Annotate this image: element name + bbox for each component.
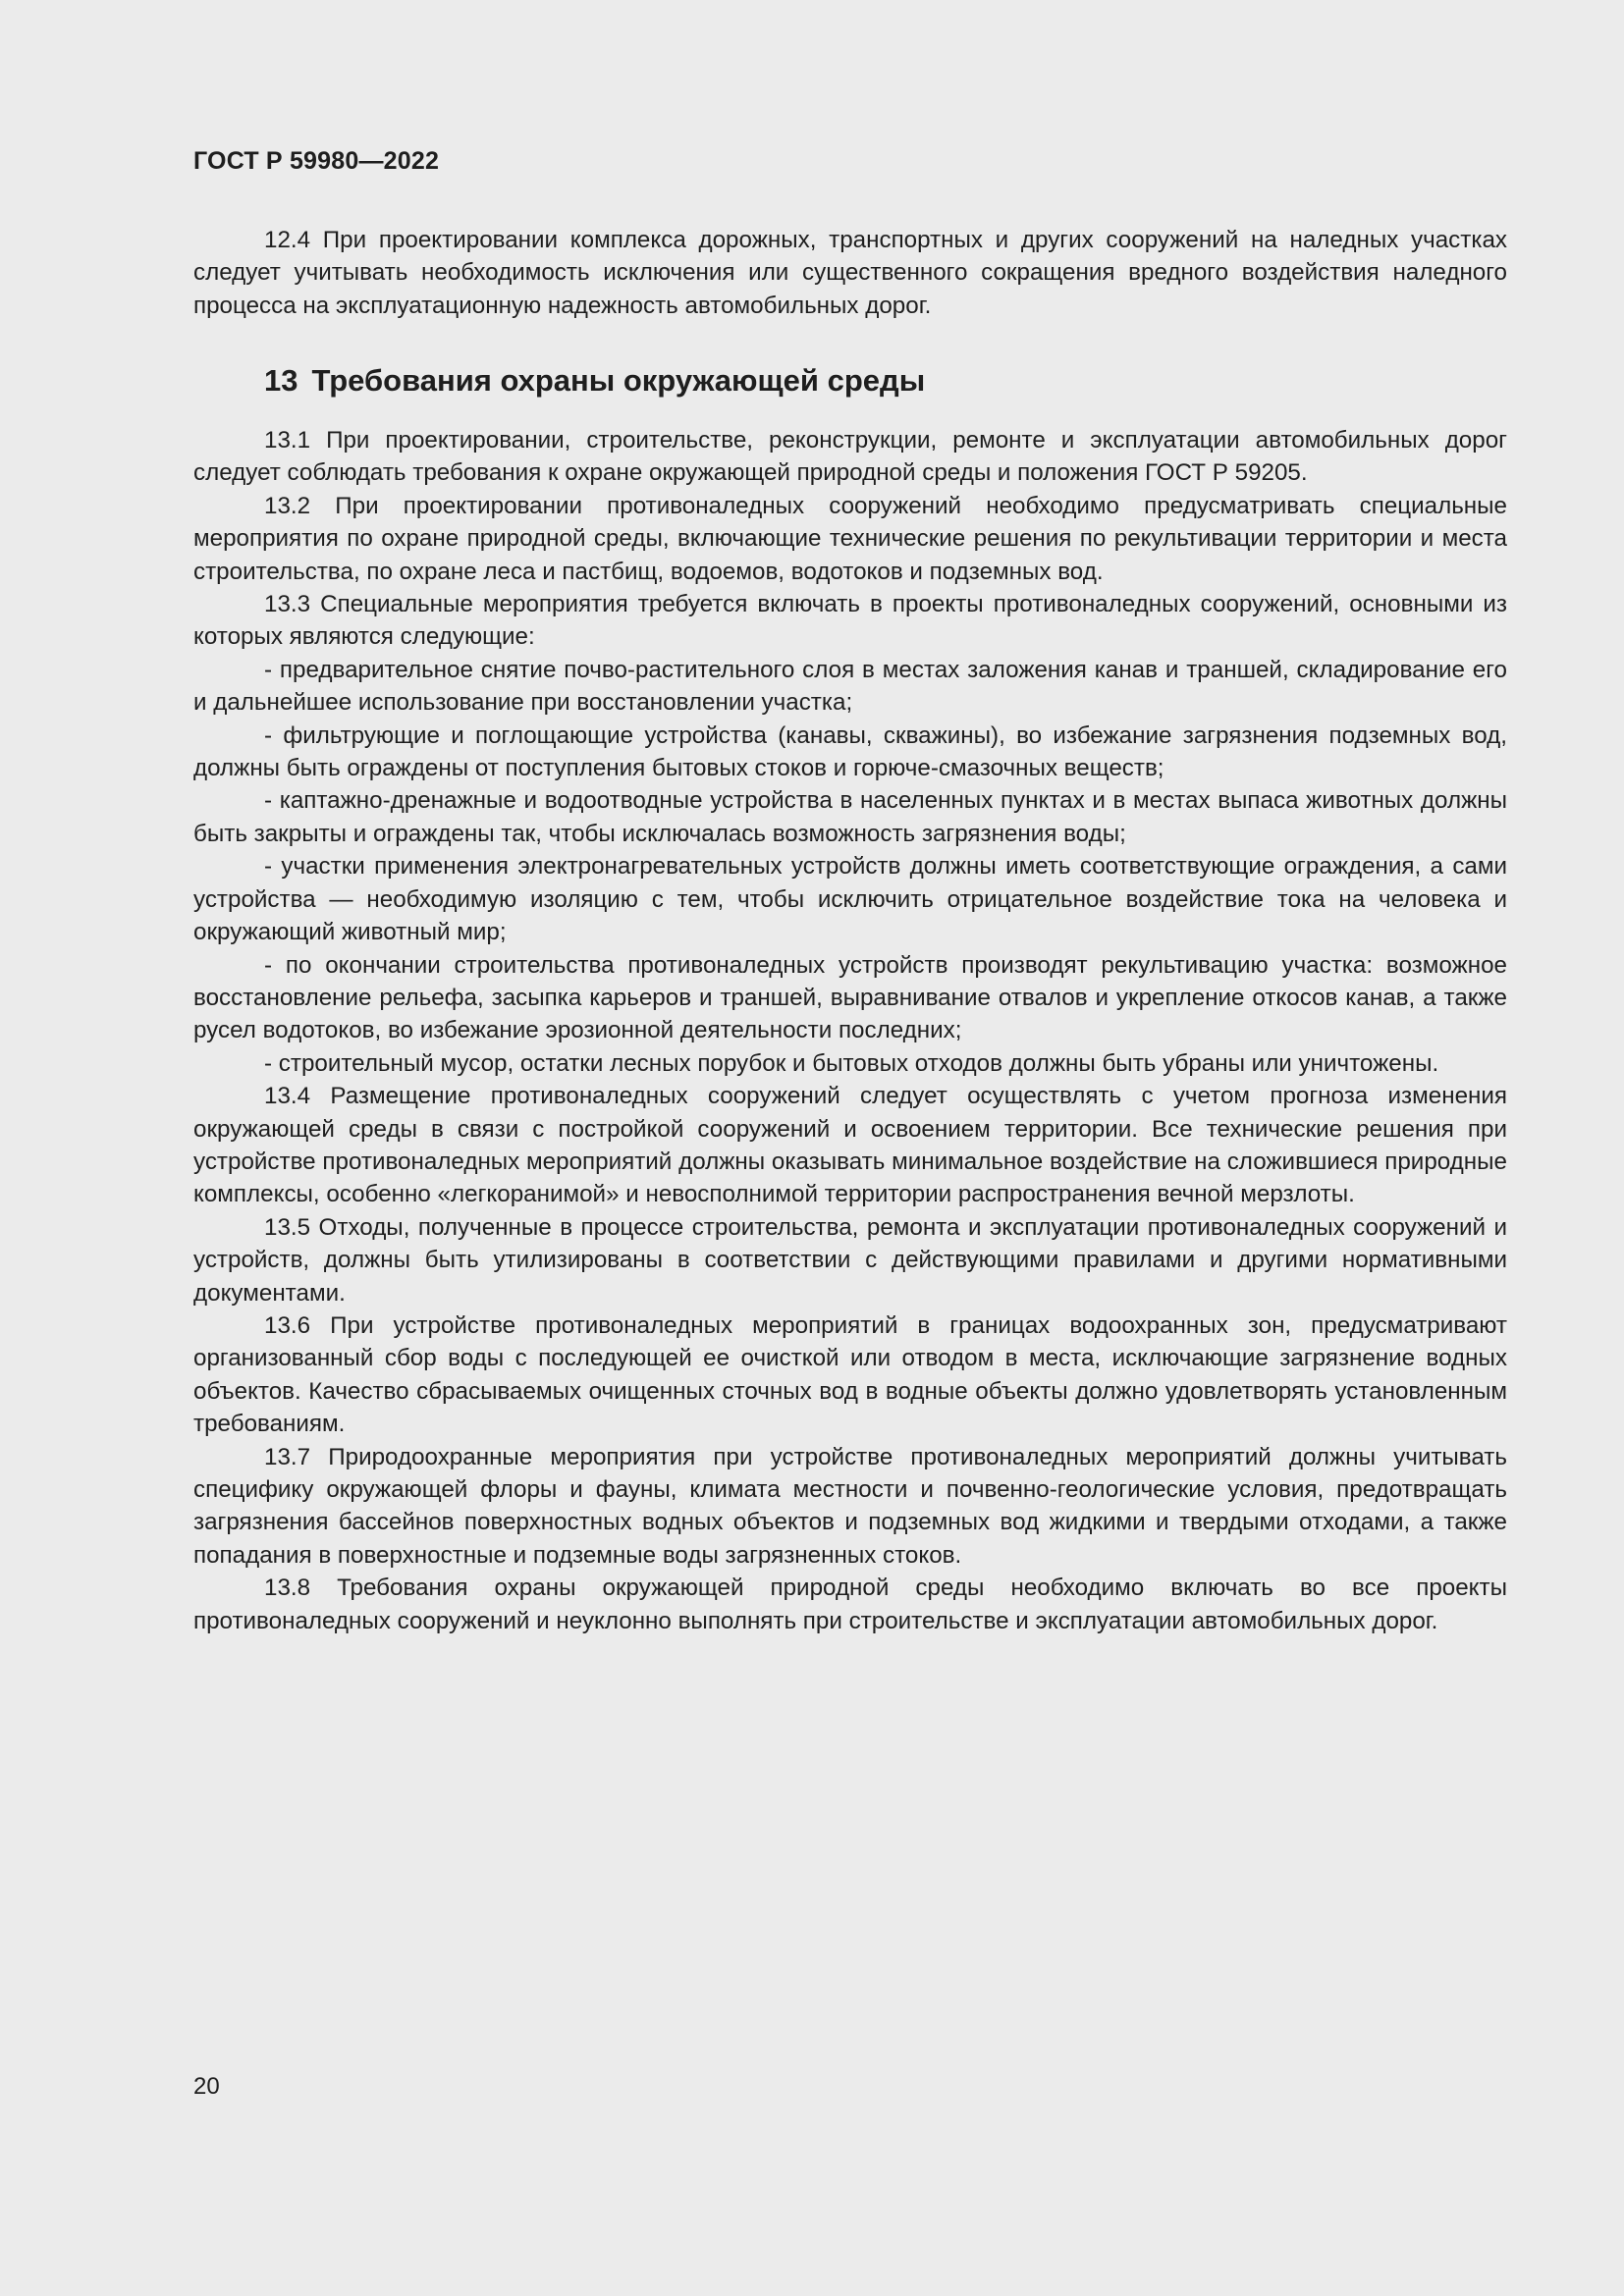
paragraph-13-3: 13.3 Специальные мероприятия требуется включать в проекты противоналедных сооружений, основными из которых являются следующие:: [193, 591, 1507, 651]
paragraph-13-6: 13.6 При устройстве противоналедных мероприятий в границах водоохранных зон, предусматривают организованный сбор воды с последующей ее очисткой или отводом в места, исключающие загрязнение водных объектов. Качество сбрасываемых очищенных сточных вод в водные объекты должно удовлетворять установленным требованиям.: [193, 1311, 1507, 1438]
paragraph-13-8: 13.8 Требования охраны окружающей природной среды необходимо включать во все проекты противоналедных сооружений и неуклонно выполнять при строительстве и эксплуатации автомобильных дорог.: [193, 1575, 1507, 1634]
list-item-recultivation: - по окончании строительства противоналедных устройств производят рекультивацию участка: возможное восстановление рельефа, засыпка карьеров и траншей, выравнивание отвалов и укрепление откосов канав, а также русел водотоков, во избежание эрозионной деятельности последних;: [193, 951, 1507, 1044]
list-item-construction-waste: - строительный мусор, остатки лесных порубок и бытовых отходов должны быть убраны или уничтожены.: [264, 1049, 1439, 1077]
list-item-drainage-devices: - каптажно-дренажные и водоотводные устройства в населенных пунктах и в местах выпаса животных должны быть закрыты и ограждены так, чтобы исключалась возможность загрязнения воды;: [193, 787, 1507, 847]
list-item-filter-devices: - фильтрующие и поглощающие устройства (канавы, скважины), во избежание загрязнения подземных вод, должны быть ограждены от поступления бытовых стоков и горюче-смазочных веществ;: [193, 721, 1507, 782]
paragraph-13-2: 13.2 При проектировании противоналедных сооружений необходимо предусматривать специальные мероприятия по охране природной среды, включающие технические решения по рекультивации территории и места строительства, по охране леса и пастбищ, водоемов, водотоков и подземных вод.: [193, 492, 1507, 585]
paragraph-13-1: 13.1 При проектировании, строительстве, реконструкции, ремонте и эксплуатации автомобильных дорог следует соблюдать требования к охране окружающей природной среды и положения ГОСТ Р 59205.: [193, 427, 1507, 487]
page-number: 20: [193, 2073, 220, 2100]
paragraph-12-4: 12.4 При проектировании комплекса дорожных, транспортных и других сооружений на наледных участках следует учитывать необходимость исключения или существенного сокращения вредного воздействия наледного процесса на эксплуатационную надежность автомобильных дорог.: [193, 227, 1507, 319]
clause-12-4: [193, 224, 1507, 322]
list-item-soil-removal: - предварительное снятие почво-растительного слоя в местах заложения канав и траншей, складирование его и дальнейшее использование при восстановлении участка;: [193, 656, 1507, 717]
section-13-body: [193, 424, 1507, 1637]
document-header: ГОСТ Р 59980—2022: [193, 147, 440, 175]
paragraph-13-4: 13.4 Размещение противоналедных сооружений следует осуществлять с учетом прогноза изменения окружающей среды в связи с постройкой сооружений и освоением территории. Все технические решения при устройстве противоналедных мероприятий должны оказывать минимальное воздействие на сложившиеся природные комплексы, особенно «легкоранимой» и невосполнимой территории распространения вечной мерзлоты.: [193, 1083, 1507, 1208]
section-title: [264, 363, 925, 399]
section-number: 13: [264, 363, 298, 398]
paragraph-13-7: 13.7 Природоохранные мероприятия при устройстве противоналедных мероприятий должны учитывать специфику окружающей флоры и фауны, климата местности и почвенно-геологические условия, предотвращать загрязнения бассейнов поверхностных водных объектов и подземных вод жидкими и твердыми отходами, а также попадания в поверхностные и подземные воды загрязненных стоков.: [193, 1443, 1507, 1569]
list-item-electric-heating: - участки применения электронагревательных устройств должны иметь соответствующие ограждения, а сами устройства — необходимую изоляцию с тем, чтобы исключить отрицательное воздействие тока на человека и окружающий животный мир;: [193, 853, 1507, 946]
section-title-text: Требования охраны окружающей среды: [311, 363, 926, 398]
paragraph-13-5: 13.5 Отходы, полученные в процессе строительства, ремонта и эксплуатации противоналедных сооружений и устройств, должны быть утилизированы в соответствии с действующими правилами и другими нормативными документами.: [193, 1213, 1507, 1307]
